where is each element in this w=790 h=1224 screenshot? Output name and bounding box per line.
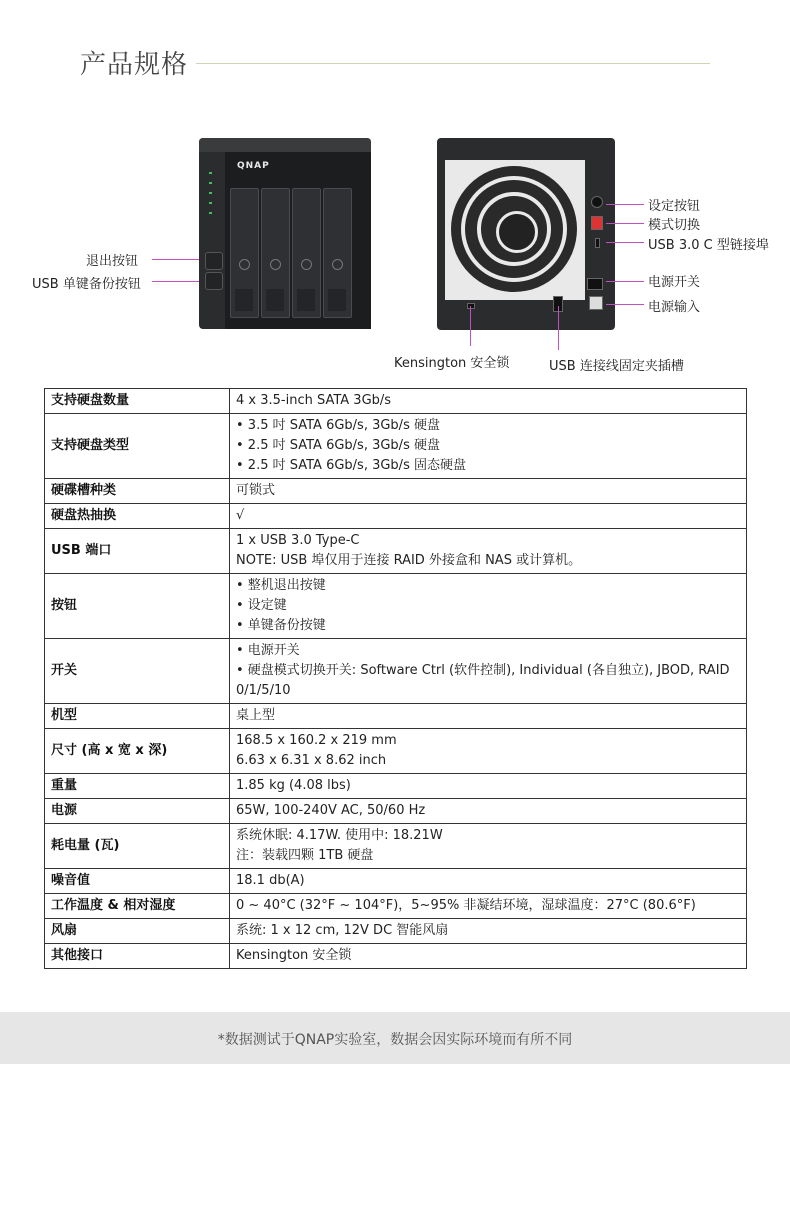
spec-key: 硬盘热抽换 (45, 504, 230, 529)
bay-knob (270, 259, 281, 270)
spec-value-line: 18.1 db(A) (236, 873, 305, 888)
spec-value-line: • 2.5 吋 SATA 6Gb/s, 3Gb/s 固态硬盘 (236, 458, 466, 473)
table-row (45, 639, 747, 704)
bay-handle (328, 289, 346, 311)
power-switch-graphic (587, 278, 603, 290)
callout-power-switch: 电源开关 (648, 275, 701, 290)
spec-value (230, 574, 747, 639)
callout-line-kensington (470, 306, 471, 346)
spec-key: 机型 (45, 704, 230, 729)
table-row (45, 504, 747, 529)
backup-button-graphic (205, 272, 223, 290)
spec-key: 支持硬盘数量 (45, 389, 230, 414)
device-back-image (437, 138, 615, 330)
fan-grill-plate (445, 160, 585, 300)
mode-switch-graphic (591, 216, 603, 230)
spec-value-line: 1.85 kg (4.08 lbs) (236, 778, 351, 793)
spec-value-line: 65W, 100-240V AC, 50/60 Hz (236, 803, 426, 818)
spec-value-line: • 硬盘模式切换开关: Software Ctrl (软件控制), Individual (各自独立), JBOD, RAID 0/1/5/10 (236, 663, 730, 698)
callout-settings-button: 设定按钮 (648, 199, 701, 214)
spec-key: 支持硬盘类型 (45, 414, 230, 479)
table-row (45, 919, 747, 944)
callout-line-usb (606, 242, 644, 243)
spec-value-line: 桌上型 (236, 708, 276, 723)
table-row (45, 774, 747, 799)
callout-line-eject (152, 259, 199, 260)
spec-value-line: √ (236, 508, 245, 523)
spec-value-line: • 整机退出按键 (236, 578, 326, 593)
spec-value (230, 729, 747, 774)
spec-key: 尺寸 (高 x 宽 x 深) (45, 729, 230, 774)
spec-value (230, 504, 747, 529)
table-row (45, 824, 747, 869)
spec-value-line: 系统: 1 x 12 cm, 12V DC 智能风扇 (236, 923, 449, 938)
bay-handle (266, 289, 284, 311)
spec-value-line: 4 x 3.5-inch SATA 3Gb/s (236, 393, 392, 408)
title-divider (196, 63, 710, 64)
fan-icon (451, 166, 577, 292)
power-input-graphic (589, 296, 603, 310)
drive-bay-panel (225, 152, 371, 329)
spec-value (230, 869, 747, 894)
spec-table-body (45, 389, 747, 969)
table-row (45, 799, 747, 824)
bay-knob (239, 259, 250, 270)
qnap-logo: QNAP (237, 161, 270, 171)
status-led (209, 182, 212, 184)
spec-key: 耗电量 (瓦) (45, 824, 230, 869)
callout-line-cable-slot (558, 306, 559, 350)
table-row (45, 389, 747, 414)
spec-value-line: • 电源开关 (236, 643, 300, 658)
spec-key: 噪音值 (45, 869, 230, 894)
spec-value (230, 824, 747, 869)
table-row (45, 869, 747, 894)
spec-value-line: 可锁式 (236, 483, 276, 498)
table-row (45, 729, 747, 774)
spec-value-line: 6.63 x 6.31 x 8.62 inch (236, 753, 387, 768)
spec-key: 重量 (45, 774, 230, 799)
spec-table (44, 388, 747, 969)
callout-cable-slot: USB 连接线固定夹插槽 (549, 359, 684, 374)
table-row (45, 574, 747, 639)
table-row (45, 414, 747, 479)
status-led (209, 192, 212, 194)
callout-eject-button: 退出按钮 (86, 254, 139, 269)
callout-line-mode (606, 223, 644, 224)
spec-value (230, 944, 747, 969)
spec-key: 电源 (45, 799, 230, 824)
spec-key: 其他接口 (45, 944, 230, 969)
spec-value (230, 704, 747, 729)
status-led (209, 172, 212, 174)
fan-hub (496, 211, 538, 253)
status-led (209, 212, 212, 214)
callout-line-power-switch (606, 281, 644, 282)
device-front-image (199, 138, 371, 329)
spec-value (230, 479, 747, 504)
drive-bay (261, 188, 290, 318)
spec-key: 工作温度 & 相对湿度 (45, 894, 230, 919)
callout-line-settings (606, 204, 644, 205)
callout-line-backup (152, 281, 199, 282)
callout-line-power-input (606, 304, 644, 305)
drive-bay (230, 188, 259, 318)
spec-key: 硬碟槽种类 (45, 479, 230, 504)
spec-value-line: 注：装载四颗 1TB 硬盘 (236, 848, 374, 863)
device-front-top (199, 138, 371, 152)
spec-value (230, 919, 747, 944)
spec-value (230, 389, 747, 414)
spec-value-line: 系统休眠: 4.17W. 使用中: 18.21W (236, 828, 443, 843)
page-title: 产品规格 (80, 50, 189, 80)
drive-bay (323, 188, 352, 318)
callout-backup-button: USB 单键备份按钮 (32, 277, 141, 292)
spec-value-line: NOTE: USB 埠仅用于连接 RAID 外接盒和 NAS 或计算机。 (236, 553, 582, 568)
spec-key: USB 端口 (45, 529, 230, 574)
spec-value (230, 799, 747, 824)
spec-value-line: • 单键备份按键 (236, 618, 326, 633)
drive-bay (292, 188, 321, 318)
spec-value (230, 639, 747, 704)
spec-value-line: 0 ~ 40°C (32°F ~ 104°F)，5~95% 非凝结环境，湿球温度：27°C (80.6°F) (236, 898, 696, 913)
callout-power-input: 电源输入 (648, 300, 701, 315)
kensington-slot-graphic (467, 303, 475, 309)
table-row (45, 529, 747, 574)
callout-usb-port: USB 3.0 C 型链接埠 (648, 238, 769, 253)
callout-kensington: Kensington 安全锁 (394, 356, 510, 371)
spec-value (230, 894, 747, 919)
bay-handle (235, 289, 253, 311)
spec-value-line: • 设定键 (236, 598, 287, 613)
spec-value (230, 529, 747, 574)
spec-value-line: • 2.5 吋 SATA 6Gb/s, 3Gb/s 硬盘 (236, 438, 440, 453)
eject-button-graphic (205, 252, 223, 270)
bay-handle (297, 289, 315, 311)
spec-key: 按钮 (45, 574, 230, 639)
bay-knob (332, 259, 343, 270)
footer-bar (0, 1012, 790, 1064)
usb-c-port-graphic (595, 238, 600, 248)
table-row (45, 704, 747, 729)
table-row (45, 479, 747, 504)
spec-key: 风扇 (45, 919, 230, 944)
table-row (45, 894, 747, 919)
spec-value (230, 414, 747, 479)
footer-note: *数据测试于QNAP实验室，数据会因实际环境而有所不同 (217, 1032, 573, 1048)
spec-value-line: • 3.5 吋 SATA 6Gb/s, 3Gb/s 硬盘 (236, 418, 440, 433)
spec-value-line: 168.5 x 160.2 x 219 mm (236, 733, 397, 748)
spec-value (230, 774, 747, 799)
spec-key: 开关 (45, 639, 230, 704)
spec-value-line: Kensington 安全锁 (236, 948, 352, 963)
table-row (45, 944, 747, 969)
spec-value-line: 1 x USB 3.0 Type-C (236, 533, 360, 548)
bay-knob (301, 259, 312, 270)
settings-button-graphic (591, 196, 603, 208)
status-led (209, 202, 212, 204)
callout-mode-switch: 模式切换 (648, 218, 701, 233)
